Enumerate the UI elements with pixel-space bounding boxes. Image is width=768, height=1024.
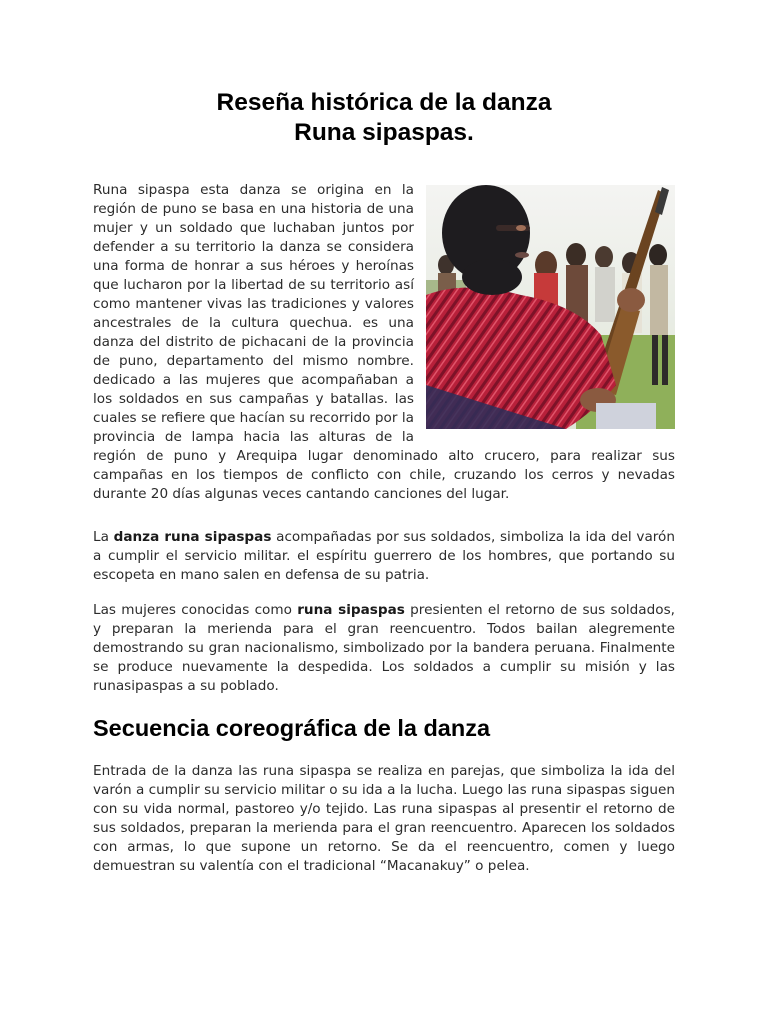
dancer-photo — [426, 185, 675, 429]
page-title-line2: Runa sipaspas. — [294, 119, 474, 146]
paragraph-secuencia: Entrada de la danza las runa sipaspa se realiza en parejas, que simboliza la ida del varón a cumplir su servicio militar o su ida a la lucha. Luego las runa sipaspas siguen con su vida normal, pastoreo y/o tejido. Las runa sipaspas al presentir el retorno de sus soldados, preparan la merienda para el gran reencuentro. Aparecen los soldados con armas, lo que supone un retorno. Se da el reencuentro, comen y luego demuestran su valentía con el tradicional “Macanakuy” o pelea. — [93, 763, 675, 874]
section-heading-secuencia: Secuencia coreográfica de la danza — [93, 715, 491, 741]
para2-before: La — [93, 529, 114, 545]
para3-after: presienten el retorno de sus soldados, y preparan la merienda para el gran reencuentro. Todos bailan alegremente demostrando su gran nacionalismo, simbolizado por la bandera peruana. Finalmente se produce nuevamente la despedida. Los soldados a cumplir su misión y las runasipaspas a su poblado. — [93, 602, 675, 694]
para3-before: Las mujeres conocidas como — [93, 602, 298, 618]
para2-bold: danza runa sipaspas — [113, 529, 272, 545]
photo-hand-upper — [617, 288, 645, 312]
page-title-line1: Reseña histórica de la danza — [216, 89, 552, 116]
intro-paragraph-block — [93, 181, 675, 504]
paragraph-mujeres — [93, 601, 675, 696]
para2-after: acompañadas por sus soldados, simboliza la ida del varón a cumplir el servicio militar. el espíritu guerrero de los hombres, que portando su escopeta en mano salen en defensa de su patria. — [93, 529, 675, 583]
intro-text: Runa sipaspa esta danza se origina en la región de puno se basa en una historia de una mujer y un soldado que luchaban juntos por defender a su territorio la danza se considera una forma de honrar a sus héroes y heroínas que lucharon por la libertad de su territorio así como mantener vivas las tradiciones y valores ancestrales de la cultura quechua. es una danza del distrito de pichacani de la provincia de puno, departamento del mismo nombre. dedicado a las mujeres que acompañaban a los soldados en sus campañas y batallas. las cuales se refiere que hacían su recorrido por la provincia de lampa hacia las alturas de la región de puno y Arequipa lugar denominado alto crucero, para realizar sus campañas en los tiempos de conflicto con chile, cruzando los cerros y nevadas durante 20 días algunas veces cantando canciones del lugar. — [93, 182, 675, 502]
paragraph-danza-runa-sipaspas — [93, 528, 675, 585]
para3-bold: runa sipaspas — [297, 602, 405, 618]
page-title — [0, 88, 768, 148]
